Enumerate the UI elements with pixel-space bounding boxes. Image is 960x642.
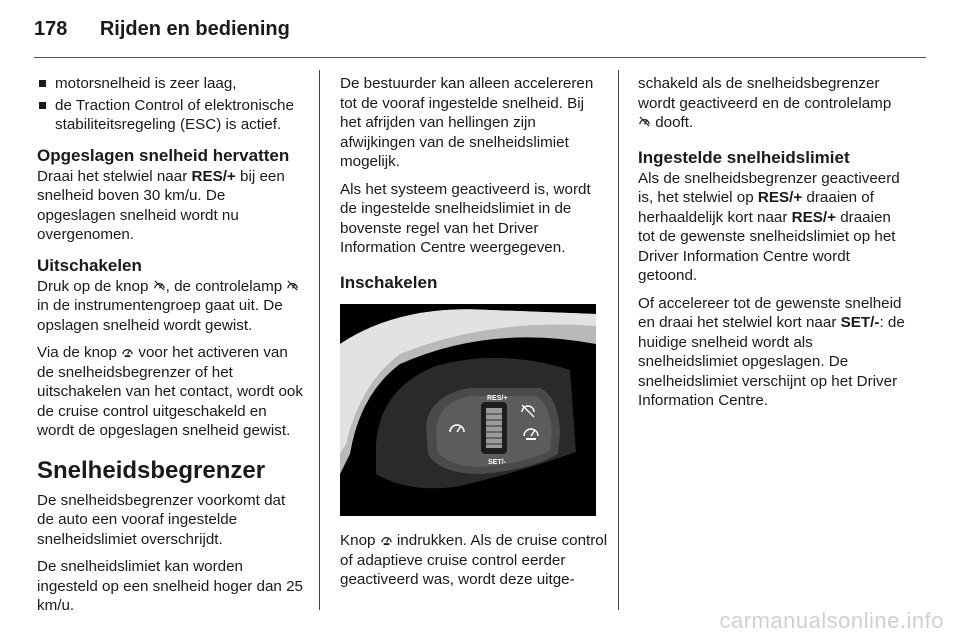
cruise-cancel-icon (153, 279, 166, 292)
list-item: motorsnelheid is zeer laag, (37, 74, 305, 94)
watermark: carmanualsonline.info (719, 608, 944, 633)
paragraph: Druk op de knop , de controlelamp in de instrumentengroep gaat uit. De opslagen snelheid wordt gewist. (37, 277, 305, 336)
paragraph: Als de snelheidsbegrenzer geactiveerd is, het stelwiel op RES/+ draaien of herhaaldelijk kort naar RES/+ draaien tot de gewenste snelheidslimiet op het Driver Information Centre wordt getoond. (638, 169, 900, 284)
cruise-cancel-icon (286, 279, 299, 292)
column-divider (319, 70, 320, 610)
heading-switch-on: Inschakelen (340, 272, 438, 292)
speed-limiter-icon (121, 345, 134, 358)
bullet-list (37, 74, 305, 135)
paragraph: Als het systeem geactiveerd is, wordt de ingestelde snelheidslimiet in de bovenste regel van het Driver Information Centre weergegeven. (340, 180, 591, 256)
paragraph: De snelheidslimiet kan worden ingesteld op een snelheid hoger dan 25 km/u. (37, 558, 303, 614)
paragraph: Of accelereer tot de gewenste snelheid en draai het stelwiel kort naar SET/-: de huidige snelheid wordt als snelheidslimiet opgeslagen. De snelheidslimiet verschijnt op het Driver Information Centre. (638, 294, 905, 409)
steering-wheel-photo (340, 304, 596, 516)
column-3 (638, 74, 906, 419)
paragraph: De snelheidsbegrenzer voorkomt dat de auto een vooraf ingestelde snelheidslimiet overschrijdt. (37, 491, 286, 548)
paragraph: De bestuurder kan alleen accelereren tot de vooraf ingestelde snelheid. Bij het afrijden van hellingen zijn afwijkingen van de snelheidslimiet mogelijk. (340, 75, 594, 170)
paragraph: schakeld als de snelheidsbegrenzer wordt geactiveerd en de controlelamp dooft. (638, 75, 892, 131)
page-header (34, 18, 290, 48)
paragraph: Knop indrukken. Als de cruise control of adaptieve cruise control eerder geactiveerd was, wordt deze uitge- (340, 532, 608, 588)
column-divider (618, 70, 619, 610)
column-1 (37, 74, 305, 624)
cruise-cancel-icon (638, 115, 651, 128)
heading-set-speed-limit: Ingestelde snelheidslimiet (638, 147, 850, 167)
paragraph: Draai het stelwiel naar RES/+ bij een snelheid boven 30 km/u. De opgeslagen snelheid wordt nu overgenomen. (37, 167, 285, 243)
section-title: Rijden en bediening (99, 18, 290, 40)
paragraph: Via de knop voor het activeren van de snelheidsbegrenzer of het uitschakelen van het contact, wordt ook de cruise control uitgeschakeld en wordt de opgeslagen snelheid gewist. (37, 344, 303, 439)
set-label: SET/- (488, 458, 506, 466)
res-label: RES/+ (487, 394, 508, 402)
speed-limiter-icon (380, 533, 393, 546)
column-2 (340, 74, 608, 598)
heading-speed-limiter: Snelheidsbegrenzer (37, 456, 266, 484)
list-item: de Traction Control of elektronische stabiliteitsregeling (ESC) is actief. (37, 96, 305, 135)
page-number: 178 (34, 18, 68, 40)
heading-switch-off: Uitschakelen (37, 255, 142, 275)
heading-resume-speed: Opgeslagen snelheid hervatten (37, 145, 290, 165)
header-rule (34, 57, 926, 58)
